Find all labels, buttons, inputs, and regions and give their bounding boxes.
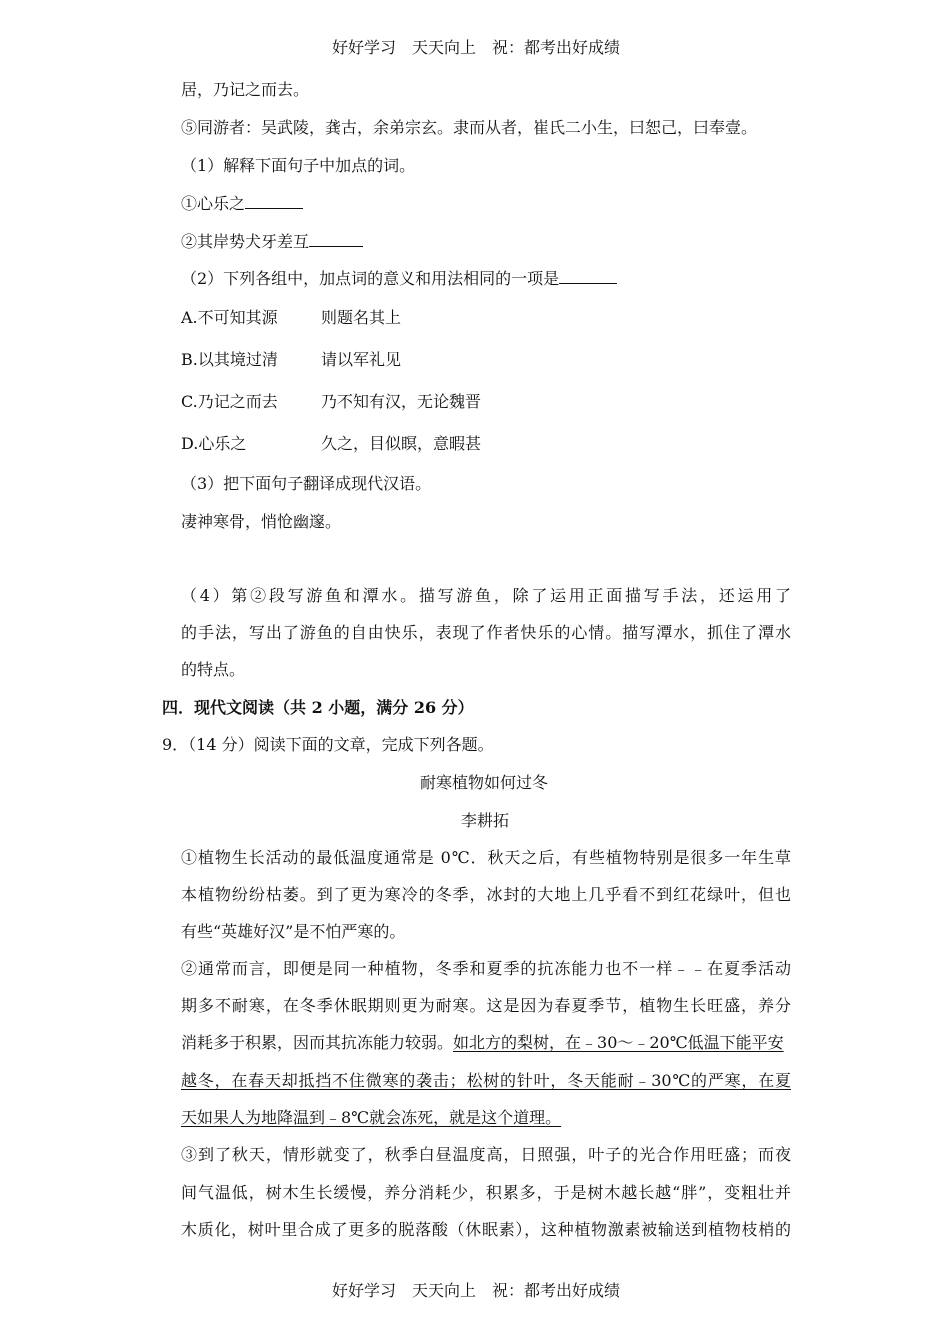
paragraph-line: ①植物生长活动的最低温度通常是 0℃．秋天之后，有些植物特别是很多一年生草 (181, 848, 791, 867)
section-heading: 四．现代文阅读（共 2 小题，满分 26 分） (162, 698, 474, 717)
text-line: ⑤同游者：吴武陵，龚古，余弟宗玄。隶而从者，崔氏二小生，曰恕己，曰奉壹。 (181, 118, 758, 137)
question-4-line: 的特点。 (181, 660, 246, 679)
answer-blank (245, 194, 303, 209)
question-4-line: 的手法，写出了游鱼的自由快乐，表现了作者快乐的心情。描写潭水，抓住了潭水 (181, 623, 791, 642)
article-title: 耐寒植物如何过冬 (420, 773, 549, 792)
paragraph-line: 木质化，树叶里合成了更多的脱落酸（休眠素），这种植物激素被输送到植物枝梢的 (181, 1220, 791, 1239)
option-d-left: D.心乐之 (181, 434, 247, 453)
article-author: 李耕拓 (461, 811, 510, 830)
option-a-right: 则题名其上 (321, 308, 402, 327)
page-header: 好好学习 天天向上 祝：都考出好成绩 (332, 38, 621, 57)
question-1b (181, 232, 363, 252)
paragraph-line: 本植物纷纷枯萎。到了更为寒冷的冬季，冰封的大地上几乎看不到红花绿叶，但也 (181, 885, 791, 904)
question-3-sentence: 凄神寒骨，悄怆幽邃。 (181, 512, 342, 531)
underlined-line: 越冬，在春天却抵挡不住微寒的袭击；松树的针叶，冬天能耐﹣30℃的严寒，在夏 (181, 1071, 791, 1090)
paragraph-line: 期多不耐寒，在冬季休眠期则更为耐寒。这是因为春夏季节，植物生长旺盛，养分 (181, 996, 791, 1015)
option-b-right: 请以军礼见 (321, 350, 402, 369)
question-1a-text: ①心乐之 (181, 194, 246, 213)
option-a-left: A.不可知其源 (181, 308, 278, 327)
option-c-left: C.乃记之而去 (181, 392, 278, 411)
question-1: （1）解释下面句子中加点的词。 (181, 156, 416, 175)
question-4-line: （4）第②段写游鱼和潭水。描写游鱼，除了运用正面描写手法，还运用了 (181, 586, 791, 605)
option-d-right: 久之，目似瞑，意暇甚 (321, 434, 482, 453)
paragraph-line (181, 1033, 791, 1053)
answer-blank (309, 232, 363, 247)
question-2-text: （2）下列各组中，加点词的意义和用法相同的一项是 (181, 269, 560, 288)
paragraph-line: 有些“英雄好汉”是不怕严寒的。 (181, 922, 406, 941)
underlined-text: 如北方的梨树，在﹣30～﹣20℃低温下能平安 (453, 1033, 784, 1052)
question-2 (181, 269, 617, 289)
option-b-left: B.以其境过清 (181, 350, 278, 369)
question-3: （3）把下面句子翻译成现代汉语。 (181, 474, 432, 493)
question-1b-text: ②其岸势犬牙差互 (181, 232, 310, 251)
option-c-right: 乃不知有汉，无论魏晋 (321, 392, 482, 411)
question-9: 9．（14 分）阅读下面的文章，完成下列各题。 (162, 735, 494, 754)
text-line: 居，乃记之而去。 (181, 80, 310, 99)
paragraph-line: 间气温低，树木生长缓慢，养分消耗少，积累多，于是树木越长越“胖”，变粗壮并 (181, 1183, 791, 1202)
paragraph-line: ②通常而言，即便是同一种植物，冬季和夏季的抗冻能力也不一样﹣﹣在夏季活动 (181, 959, 791, 978)
question-1a (181, 194, 303, 214)
page-footer: 好好学习 天天向上 祝：都考出好成绩 (332, 1281, 621, 1300)
paragraph-text: 消耗多于积累，因而其抗冻能力较弱。 (181, 1033, 454, 1052)
answer-blank (559, 269, 617, 284)
underlined-line: 天如果人为地降温到﹣8℃就会冻死，就是这个道理。 (181, 1108, 562, 1127)
paragraph-line: ③到了秋天，情形就变了，秋季白昼温度高，日照强，叶子的光合作用旺盛；而夜 (181, 1145, 791, 1164)
